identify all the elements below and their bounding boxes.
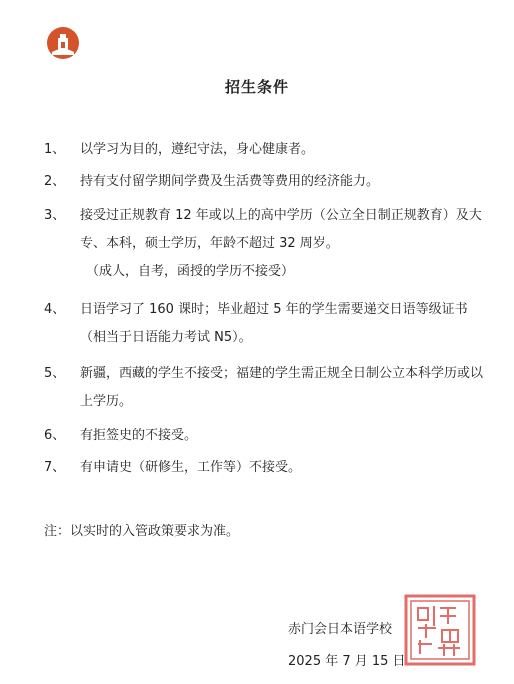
list-item bbox=[44, 168, 484, 196]
page-title: 招生条件 bbox=[224, 78, 289, 96]
list-item bbox=[44, 360, 484, 416]
item-number: 4、 bbox=[44, 302, 66, 317]
issue-date: 2025 年 7 月 15 日 bbox=[288, 654, 406, 669]
item-number: 3、 bbox=[44, 208, 66, 223]
item-text: 接受过正规教育 12 年或以上的高中学历（公立全日制正规教育）及大专、本科，硕士学历，年龄不超过 32 周岁。 bbox=[80, 208, 482, 251]
item-number: 5、 bbox=[44, 366, 66, 381]
note-text: 注：以实时的入管政策要求为准。 bbox=[44, 524, 240, 539]
item-text: 新疆，西藏的学生不接受；福建的学生需正规全日制公立本科学历或以上学历。 bbox=[80, 366, 484, 409]
school-logo-icon bbox=[46, 26, 80, 60]
item-subtext: （成人，自考，函授的学历不接受） bbox=[86, 264, 295, 279]
list-item bbox=[44, 422, 484, 450]
list-item bbox=[44, 296, 484, 352]
item-text: 以学习为目的，遵纪守法，身心健康者。 bbox=[80, 142, 315, 157]
list-item bbox=[44, 454, 484, 482]
item-number: 6、 bbox=[44, 428, 66, 443]
school-name: 赤门会日本语学校 bbox=[288, 622, 393, 637]
list-item bbox=[44, 202, 484, 286]
item-text: 有拒签史的不接受。 bbox=[80, 428, 198, 443]
item-text: 有申请史（研修生，工作等）不接受。 bbox=[80, 460, 302, 475]
item-text: 持有支付留学期间学费及生活费等费用的经济能力。 bbox=[80, 174, 380, 189]
item-text: 日语学习了 160 课时；毕业超过 5 年的学生需要递交日语等级证书（相当于日语能力考试 N5）。 bbox=[80, 302, 468, 345]
item-number: 1、 bbox=[44, 142, 66, 157]
item-number: 7、 bbox=[44, 460, 66, 475]
school-seal-icon bbox=[404, 594, 476, 666]
item-number: 2、 bbox=[44, 174, 66, 189]
list-item bbox=[44, 136, 484, 164]
